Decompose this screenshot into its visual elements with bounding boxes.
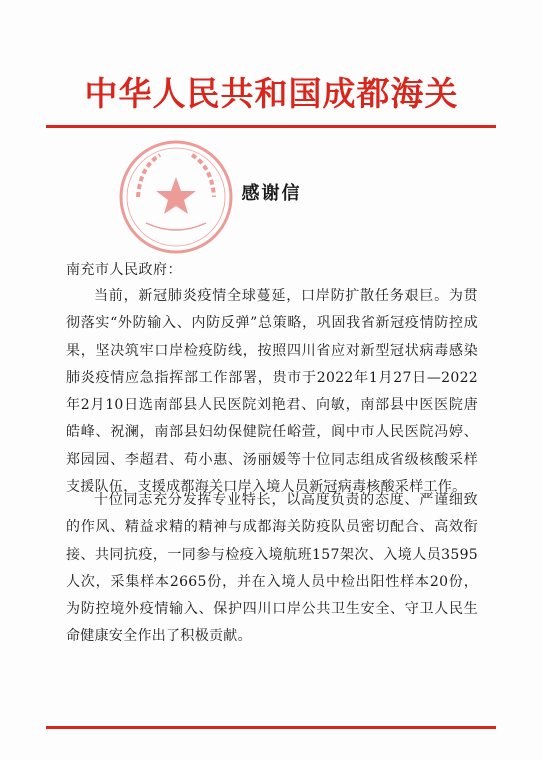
salutation: 南充市人民政府： (66, 262, 182, 278)
header-divider (46, 125, 496, 128)
body-paragraph-1: 当前，新冠肺炎疫情全球蔓延，口岸防扩散任务艰巨。为贯彻落实“外防输入、内防反弹”总策略，巩固我省新冠疫情防控成果，坚决筑牢口岸检疫防线，按照四川省应对新型冠状病毒感染肺炎疫情应急指挥部工作部署，贵市于2022年1月27日—2022年2月10日选南部县人民医院刘艳君、向敏，南部县中医医院唐皓峰、祝澜，南部县妇幼保健院任峪萱，阆中市人民医院冯婷、郑园园、李超君、苟小惠、汤丽媛等十位同志组成省级核酸采样支援队伍，支援成都海关口岸入境人员新冠病毒核酸采样工作。 (66, 288, 478, 496)
footer-divider (46, 726, 496, 729)
body-paragraph-2: 十位同志充分发挥专业特长，以高度负责的态度、严谨细致的作风、精益求精的精神与成都海关防疫队员密切配合、高效衔接、共同抗疫，一同参与检疫入境航班157架次、入境人员3595人次，采集样本2665份，并在入境人员中检出阳性样本20份，为防控境外疫情输入、保护四川口岸公共卫生安全、守卫人民生命健康安全作出了积极贡献。 (66, 492, 478, 645)
letter-title: 感谢信 (241, 183, 302, 204)
issuing-organization-header: 中华人民共和国成都海关 (84, 74, 459, 113)
